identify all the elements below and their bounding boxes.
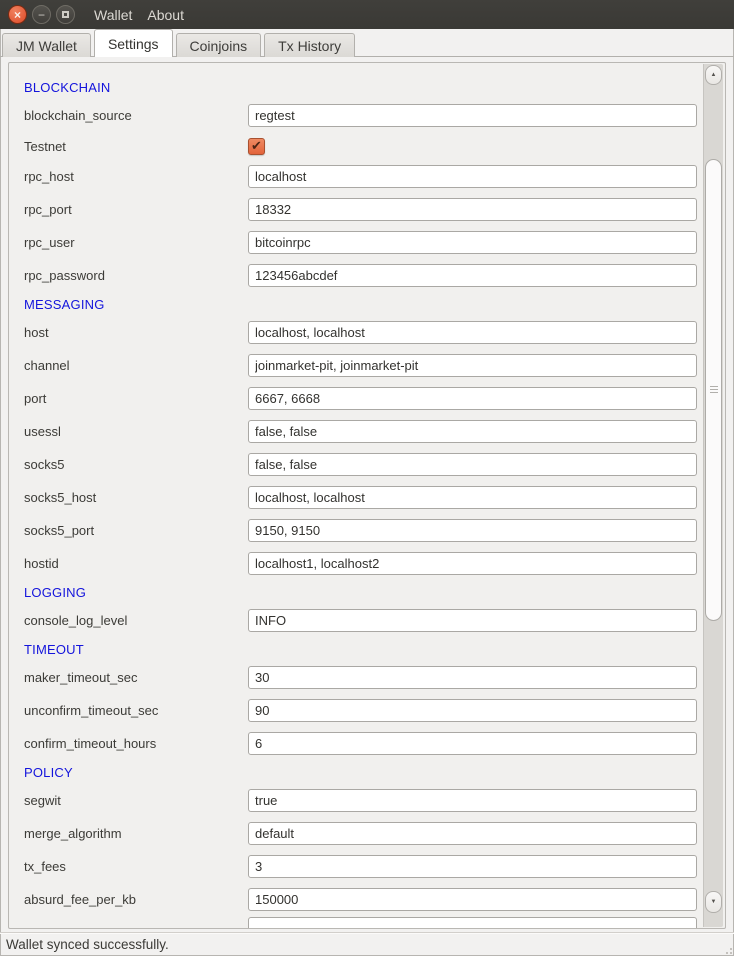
section-header-logging: LOGGING (24, 584, 87, 600)
section-header-timeout: TIMEOUT (24, 641, 84, 657)
field-row-host (9, 316, 705, 349)
field-row-segwit (9, 784, 705, 817)
field-label-socks5: socks5 (24, 457, 65, 472)
minimize-icon[interactable]: − (32, 5, 51, 24)
field-row-port (9, 382, 705, 415)
field-input-usessl[interactable] (248, 420, 697, 443)
field-row-usessl (9, 415, 705, 448)
scroll-up-icon[interactable]: ▲ (705, 65, 722, 85)
field-row-socks5 (9, 448, 705, 481)
field-row-rpc-user (9, 226, 705, 259)
settings-form (9, 63, 705, 916)
field-input-segwit[interactable] (248, 789, 697, 812)
section-header-policy: POLICY (24, 764, 73, 780)
field-row-rpc-host (9, 160, 705, 193)
field-input-maker-timeout-sec[interactable] (248, 666, 697, 689)
field-label-console-log-level: console_log_level (24, 613, 128, 628)
field-input-socks5-port[interactable] (248, 519, 697, 542)
field-label-channel: channel (24, 358, 70, 373)
status-bar (0, 932, 734, 956)
field-input-console-log-level[interactable] (248, 609, 697, 632)
field-row-testnet (9, 132, 705, 160)
testnet-checkbox[interactable] (248, 138, 265, 155)
field-label-rpc-password: rpc_password (24, 268, 105, 283)
field-label-maker-timeout-sec: maker_timeout_sec (24, 670, 138, 685)
field-input-channel[interactable] (248, 354, 697, 377)
field-label-blockchain-source: blockchain_source (24, 108, 132, 123)
tab-bar (0, 29, 734, 57)
field-label-tx-fees: tx_fees (24, 859, 66, 874)
field-row-hostid (9, 547, 705, 580)
field-label-testnet: Testnet (24, 138, 66, 154)
vertical-scrollbar (703, 64, 723, 927)
menu-wallet[interactable]: Wallet (94, 6, 133, 23)
field-row-channel (9, 349, 705, 382)
field-input-tx-fees[interactable] (248, 855, 697, 878)
field-input-unconfirm-timeout-sec[interactable] (248, 699, 697, 722)
field-row-tx-fees (9, 850, 705, 883)
field-row-unconfirm-timeout-sec (9, 694, 705, 727)
scroll-down-icon[interactable]: ▼ (705, 891, 722, 913)
field-input-host[interactable] (248, 321, 697, 344)
scrollbar-thumb[interactable] (705, 159, 722, 621)
field-row-blockchain-source (9, 99, 705, 132)
partially-visible-field-input[interactable] (248, 917, 697, 929)
field-input-port[interactable] (248, 387, 697, 410)
field-label-socks5-host: socks5_host (24, 490, 97, 505)
menu-about[interactable]: About (147, 6, 184, 23)
field-input-confirm-timeout-hours[interactable] (248, 732, 697, 755)
field-input-blockchain-source[interactable] (248, 104, 697, 127)
field-row-rpc-password (9, 259, 705, 292)
field-row-rpc-port (9, 193, 705, 226)
field-label-absurd-fee-per-kb: absurd_fee_per_kb (24, 892, 137, 907)
scrollbar-grip-icon (710, 386, 718, 394)
settings-scroll-area (8, 62, 726, 929)
section-header-messaging: MESSAGING (24, 296, 105, 312)
field-label-rpc-host: rpc_host (24, 169, 74, 184)
field-label-confirm-timeout-hours: confirm_timeout_hours (24, 736, 157, 751)
field-row-merge-algorithm (9, 817, 705, 850)
tab-settings[interactable]: Settings (94, 29, 173, 57)
checkmark-icon: ✔ (251, 138, 262, 153)
field-input-socks5[interactable] (248, 453, 697, 476)
field-row-absurd-fee-per-kb (9, 883, 705, 916)
resize-grip-icon[interactable] (722, 948, 724, 950)
field-input-hostid[interactable] (248, 552, 697, 575)
field-input-rpc-user[interactable] (248, 231, 697, 254)
tab-coinjoins[interactable]: Coinjoins (176, 33, 262, 57)
titlebar (0, 0, 734, 29)
field-row-console-log-level (9, 604, 705, 637)
field-input-rpc-port[interactable] (248, 198, 697, 221)
tab-tx-history[interactable]: Tx History (264, 33, 355, 57)
section-header-blockchain: BLOCKCHAIN (24, 79, 111, 95)
field-label-rpc-user: rpc_user (24, 235, 75, 250)
field-input-merge-algorithm[interactable] (248, 822, 697, 845)
field-input-rpc-password[interactable] (248, 264, 697, 287)
field-row-socks5-port (9, 514, 705, 547)
menubar (94, 7, 199, 23)
field-row-socks5-host (9, 481, 705, 514)
field-input-absurd-fee-per-kb[interactable] (248, 888, 697, 911)
close-icon[interactable]: × (8, 5, 27, 24)
field-label-host: host (24, 325, 49, 340)
field-label-segwit: segwit (24, 793, 61, 808)
field-label-socks5-port: socks5_port (24, 523, 95, 538)
field-label-merge-algorithm: merge_algorithm (24, 826, 122, 841)
field-input-rpc-host[interactable] (248, 165, 697, 188)
field-label-unconfirm-timeout-sec: unconfirm_timeout_sec (24, 703, 159, 718)
tab-jm-wallet[interactable]: JM Wallet (2, 33, 91, 57)
status-message: Wallet synced successfully. (6, 937, 169, 952)
field-input-socks5-host[interactable] (248, 486, 697, 509)
field-label-port: port (24, 391, 47, 406)
field-label-usessl: usessl (24, 424, 61, 439)
field-row-confirm-timeout-hours (9, 727, 705, 760)
maximize-icon[interactable] (56, 5, 75, 24)
field-row-maker-timeout-sec (9, 661, 705, 694)
field-label-hostid: hostid (24, 556, 59, 571)
field-label-rpc-port: rpc_port (24, 202, 72, 217)
settings-pane (0, 57, 734, 932)
